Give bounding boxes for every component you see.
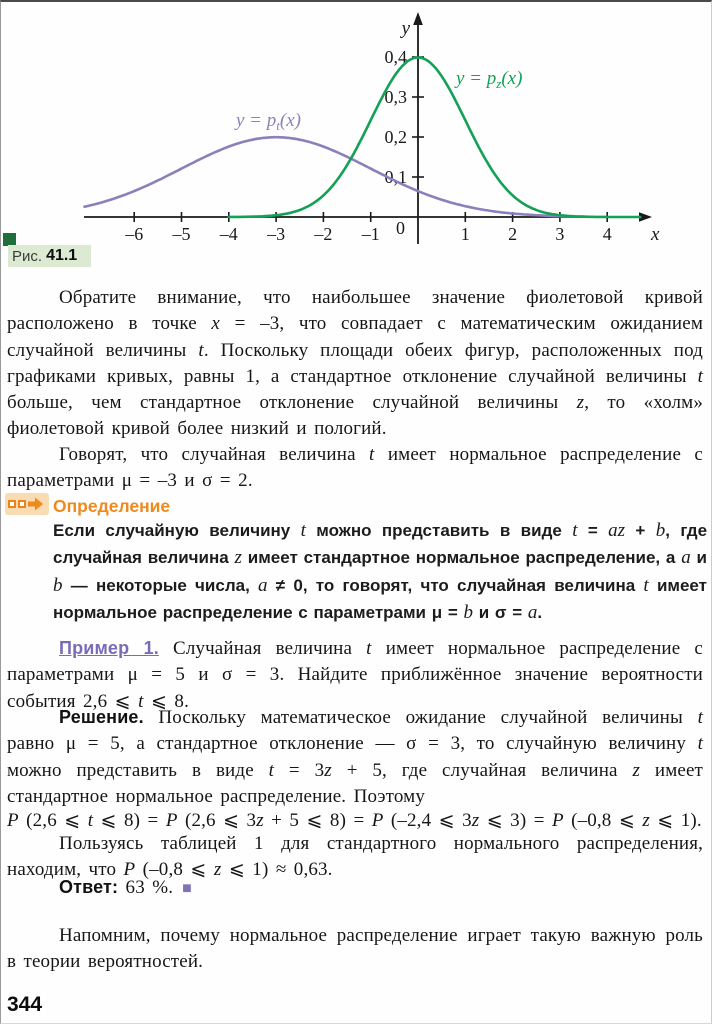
svg-text:0,1: 0,1	[384, 167, 407, 187]
svg-text:4: 4	[602, 224, 612, 244]
solution-text: Поскольку математическое ожидание случайной величины t равно μ = 5, а стандартное отклонение — σ = 3, то случайную величину t можно представить в виде t = 3z + 5, где случайная величина z имеет стандартное нормальное распределение. Поэтому	[7, 707, 703, 807]
example-title: Пример 1.	[59, 638, 159, 658]
definition-header: Определение	[53, 496, 171, 516]
svg-text:y = pt(x): $y = p_t(x)$	[236, 110, 301, 133]
definition-arrow-icon	[5, 493, 49, 515]
svg-text:–6: –6	[125, 224, 144, 244]
figure-caption	[8, 245, 91, 267]
example-intro	[7, 635, 703, 715]
paragraph-distribution-params: Говорят, что случайная величина t имеет нормальное распределение с параметрами μ = –3 и σ = 2.	[7, 444, 703, 492]
svg-text:y: y	[401, 18, 410, 39]
svg-text:0,3: 0,3	[384, 87, 407, 107]
right-arrow-icon	[28, 497, 43, 511]
qed-square: ■	[182, 880, 192, 897]
example-intro-text: Случайная величина t имеет нормальное распределение с параметрами μ = 5 и σ = 3. Найдите приближённое значение вероятности события 2,6 ⩽ t ⩽ 8.	[7, 638, 704, 712]
probability-formula: P (2,6 ⩽ t ⩽ 8) = P (2,6 ⩽ 3z + 5 ⩽ 8) = P (–2,4 ⩽ 3z ⩽ 3) = P (–0,8 ⩽ z ⩽ 1).	[7, 810, 702, 831]
answer-line	[7, 874, 703, 902]
svg-text:–4: –4	[219, 224, 238, 244]
page-number: 344	[7, 993, 43, 1016]
figure-caption-number: 41.1	[46, 247, 78, 264]
svg-text:–5: –5	[172, 224, 191, 244]
table-lookup-paragraph: Пользуясь таблицей 1 для стандартного нормального распределения, находим, что P (–0,8 ⩽ z ⩽ 1) ≈ 0,63.	[7, 833, 703, 881]
figure-caption-prefix: Рис.	[12, 247, 43, 265]
answer-value: 63 %.	[118, 877, 174, 898]
svg-text:x: x	[651, 224, 660, 245]
svg-text:–3: –3	[267, 224, 286, 244]
definition-icon-square	[8, 500, 16, 508]
definition-icon-square	[18, 500, 26, 508]
svg-text:3: 3	[555, 224, 565, 244]
svg-text:2: 2	[508, 224, 518, 244]
svg-text:–2: –2	[314, 224, 333, 244]
paragraph-observation: Обратите внимание, что наибольшее значение фиолетовой кривой расположено в точке x = –3, что совпадает с математическим ожиданием случайной величины t. Поскольку площади обеих фигур, расположенных под графиками кривых, равны 1, а стандартное отклонение случайной величины t больше, чем стандартное отклонение случайной величины z, то «холм» фиолетовой кривой более низкий и пологий.	[7, 287, 704, 440]
solution-paragraph	[7, 704, 703, 810]
svg-text:y = pz(x): $y = p_z(x)$	[456, 68, 523, 91]
svg-text:0: 0	[396, 218, 405, 238]
svg-text:0,2: 0,2	[384, 127, 407, 147]
solution-label: Решение.	[59, 707, 144, 727]
svg-text:0,4: 0,4	[384, 47, 407, 67]
answer-label: Ответ:	[59, 877, 119, 897]
figure-41-1-chart	[1, 2, 712, 270]
definition-body: Если случайную величину t можно представить в виде t = az + b, где случайная величина z имеет стандартное нормальное распределение, а a и b — некоторые числа, a ≠ 0, то говорят, что случайная величина t имеет нормальное распределение с параметрами μ = b и σ = a.	[53, 520, 708, 624]
svg-text:–1: –1	[361, 224, 380, 244]
svg-text:1: 1	[460, 224, 470, 244]
closing-paragraph: Напомним, почему нормальное распределение играет такую важную роль в теории вероятностей.	[7, 925, 703, 973]
